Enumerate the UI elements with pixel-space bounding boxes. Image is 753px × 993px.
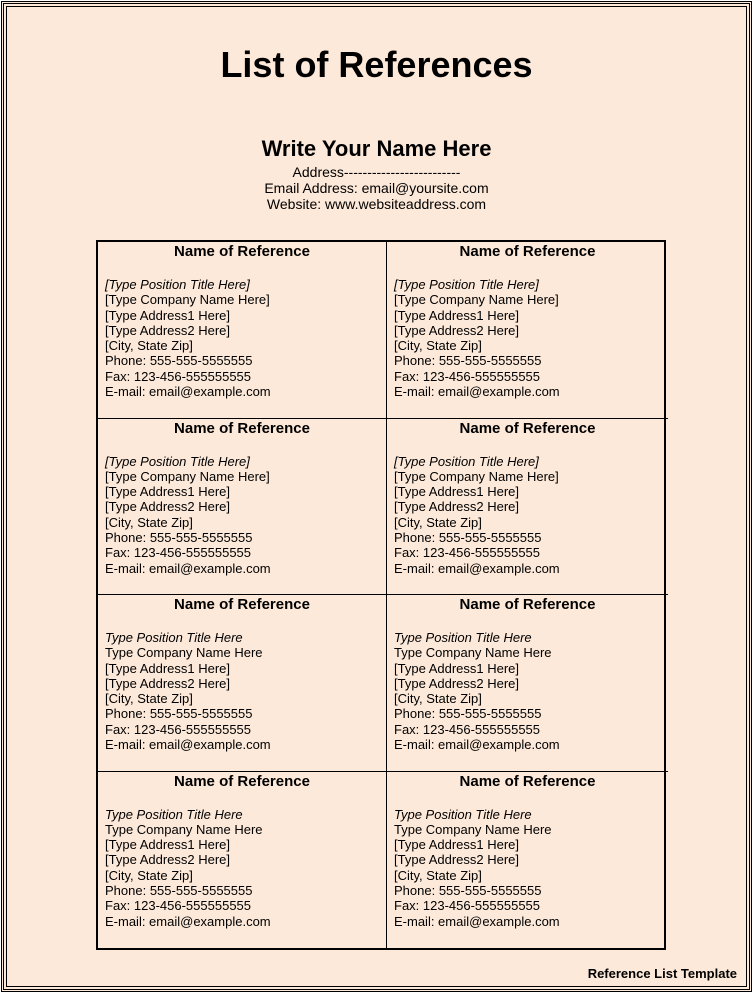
reference-cell [98,419,387,596]
company-name: [Type Company Name Here] [105,468,270,484]
position-title: [Type Position Title Here] [394,453,539,469]
address2: [Type Address2 Here] [394,675,520,691]
reference-heading: Name of Reference [459,419,596,437]
website-line: Website: www.websiteaddress.com [266,196,487,212]
position-title: Type Position Title Here [394,806,532,822]
city-state-zip: [City, State Zip] [394,691,482,707]
company-name: Type Company Name Here [394,645,552,661]
address2: [Type Address2 Here] [105,322,231,338]
reference-heading: Name of Reference [174,243,310,260]
address1: [Type Address1 Here] [394,837,520,853]
phone: Phone: 555-555-5555555 [394,529,542,545]
address2: [Type Address2 Here] [105,499,231,515]
reference-cell [98,242,387,419]
city-state-zip: [City, State Zip] [394,514,482,530]
position-title: [Type Position Title Here] [105,453,250,469]
position-title: Type Position Title Here [394,630,532,645]
email: E-mail: email@example.com [394,913,560,929]
phone: Phone: 555-555-5555555 [394,353,542,369]
address1: [Type Address1 Here] [105,307,231,323]
email: E-mail: email@example.com [105,737,271,753]
phone: Phone: 555-555-5555555 [105,882,253,898]
company-name: [Type Company Name Here] [394,468,559,484]
city-state-zip: [City, State Zip] [105,867,193,883]
template-label: Reference List Template [587,966,737,981]
fax: Fax: 123-456-555555555 [105,898,252,914]
address1: [Type Address1 Here] [105,660,231,676]
company-name: Type Company Name Here [105,821,263,837]
email: E-mail: email@example.com [105,560,271,576]
references-table [96,240,666,950]
fax: Fax: 123-456-555555555 [394,898,541,914]
reference-cell [387,595,668,772]
city-state-zip: [City, State Zip] [105,691,193,707]
company-name: Type Company Name Here [394,821,552,837]
reference-heading: Name of Reference [459,772,596,790]
fax: Fax: 123-456-555555555 [105,368,252,384]
reference-heading: Name of Reference [459,243,596,260]
address2: [Type Address2 Here] [394,322,520,338]
email-line: Email Address: email@yoursite.com [264,180,489,196]
reference-heading: Name of Reference [174,596,310,613]
email: E-mail: email@example.com [394,384,560,400]
position-title: [Type Position Title Here] [394,277,539,292]
fax: Fax: 123-456-555555555 [394,368,541,384]
reference-heading: Name of Reference [459,596,596,613]
position-title: Type Position Title Here [105,806,243,822]
contact-block [4,164,749,212]
email: E-mail: email@example.com [105,384,271,400]
address2: [Type Address2 Here] [105,852,231,868]
company-name: Type Company Name Here [105,645,263,661]
city-state-zip: [City, State Zip] [105,514,193,530]
position-title: Type Position Title Here [105,630,243,645]
company-name: [Type Company Name Here] [394,292,559,308]
address2: [Type Address2 Here] [394,499,520,515]
address1: [Type Address1 Here] [394,307,520,323]
address-line: Address------------------------- [292,164,461,180]
phone: Phone: 555-555-5555555 [105,706,253,722]
reference-cell [387,242,668,419]
fax: Fax: 123-456-555555555 [105,721,252,737]
city-state-zip: [City, State Zip] [394,867,482,883]
reference-heading: Name of Reference [174,772,310,790]
phone: Phone: 555-555-5555555 [394,882,542,898]
email: E-mail: email@example.com [394,737,560,753]
reference-cell [98,595,387,772]
address1: [Type Address1 Here] [394,660,520,676]
page-title: List of References [220,44,533,85]
email: E-mail: email@example.com [394,560,560,576]
address1: [Type Address1 Here] [105,484,231,500]
email: E-mail: email@example.com [105,913,271,929]
reference-cell [387,772,668,949]
reference-heading: Name of Reference [174,419,310,437]
city-state-zip: [City, State Zip] [105,338,193,354]
document-page [1,1,752,992]
fax: Fax: 123-456-555555555 [105,545,252,561]
phone: Phone: 555-555-5555555 [105,353,253,369]
name-heading: Write Your Name Here [261,136,492,161]
address2: [Type Address2 Here] [394,852,520,868]
city-state-zip: [City, State Zip] [394,338,482,354]
company-name: [Type Company Name Here] [105,292,270,308]
reference-cell [98,772,387,949]
address1: [Type Address1 Here] [394,484,520,500]
position-title: [Type Position Title Here] [105,277,250,292]
fax: Fax: 123-456-555555555 [394,721,541,737]
phone: Phone: 555-555-5555555 [105,529,253,545]
address1: [Type Address1 Here] [105,837,231,853]
fax: Fax: 123-456-555555555 [394,545,541,561]
address2: [Type Address2 Here] [105,675,231,691]
phone: Phone: 555-555-5555555 [394,706,542,722]
reference-cell [387,419,668,596]
